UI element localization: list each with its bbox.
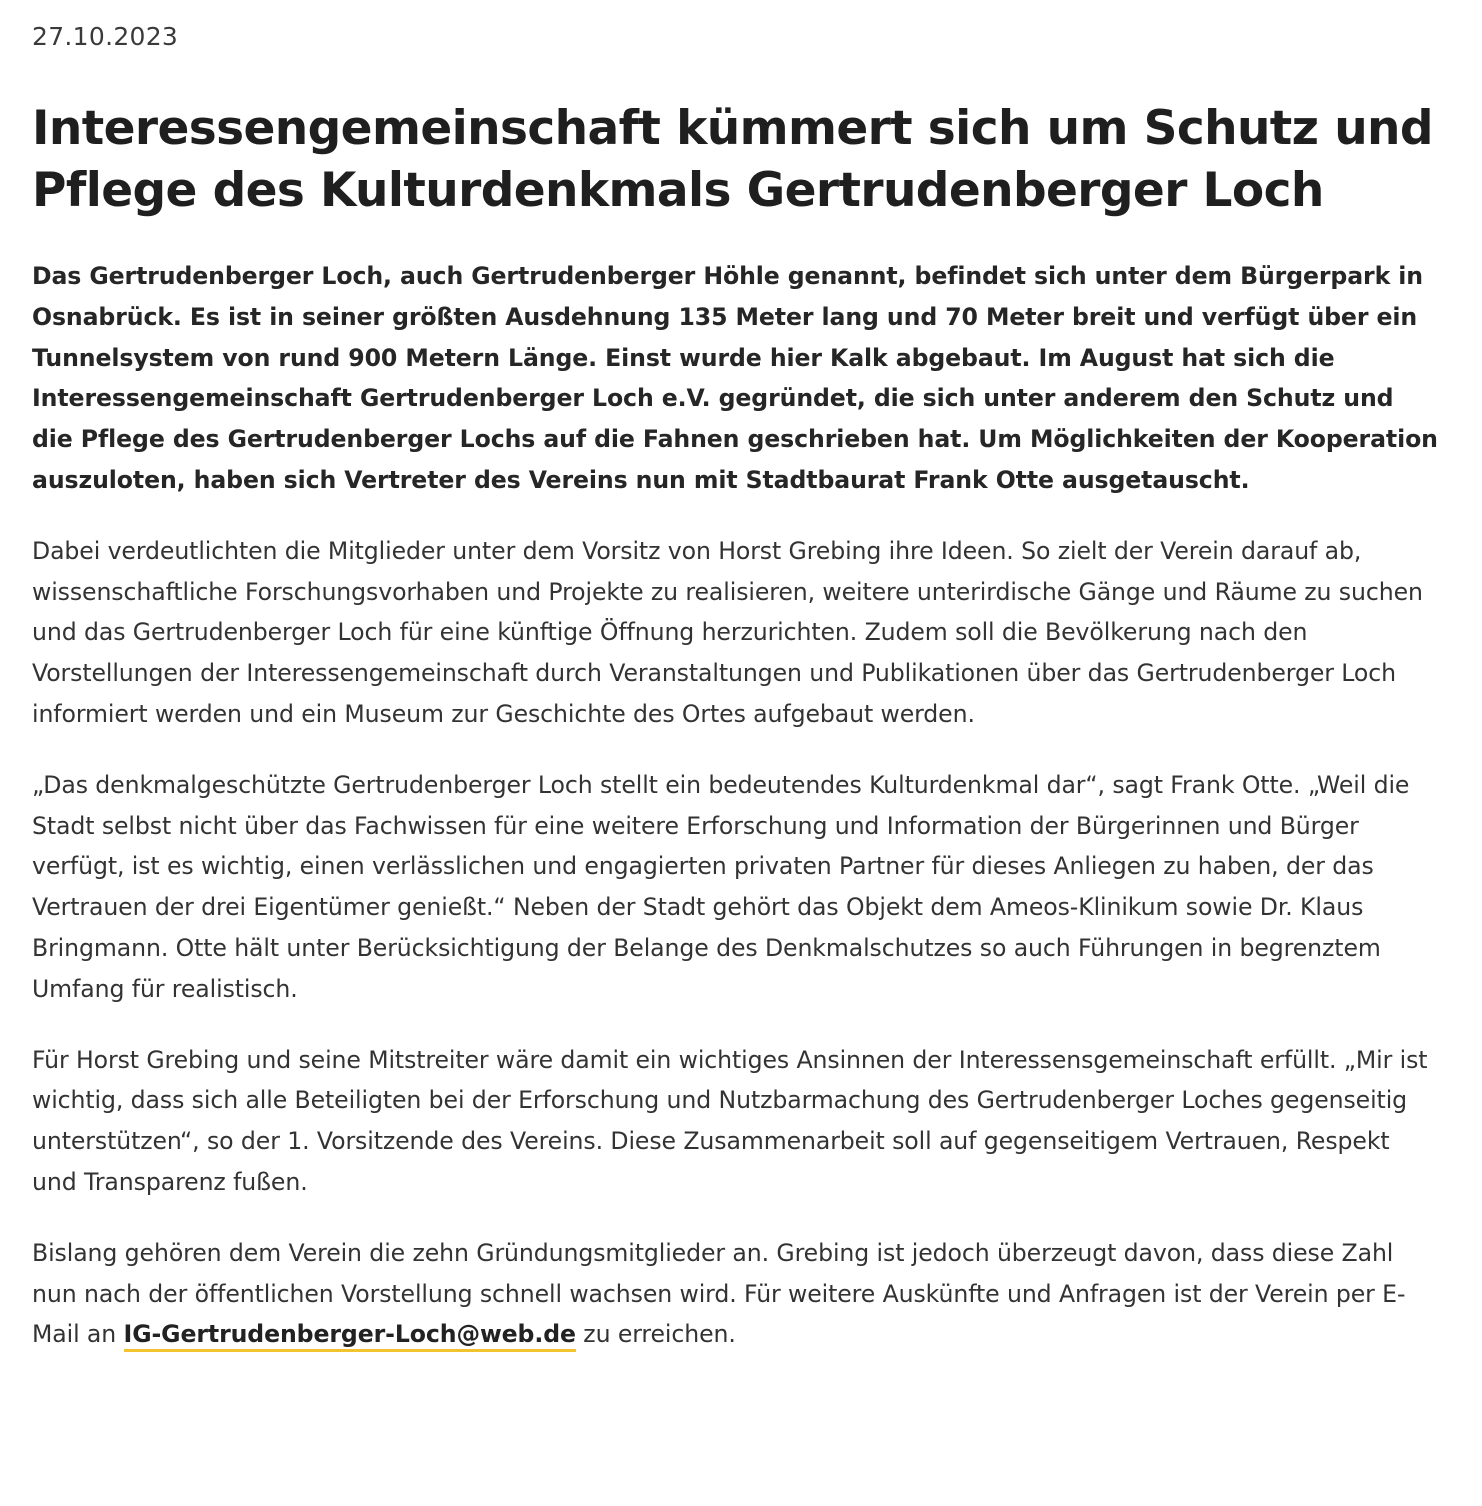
- article-lead: Das Gertrudenberger Loch, auch Gertrudenberger Höhle genannt, befindet sich unter dem Bürgerpark in Osnabrück. Es ist in seiner größten Ausdehnung 135 Meter lang und 70 Meter breit und verfügt über ein Tunnelsystem von rund 900 Metern Länge. Einst wurde hier Kalk abgebaut. Im August hat sich die Interessengemeinschaft Gertrudenberger Loch e.V. gegründet, die sich unter anderem den Schutz und die Pflege des Gertrudenberger Lochs auf die Fahnen geschrieben hat. Um Möglichkeiten der Kooperation auszuloten, haben sich Vertreter des Vereins nun mit Stadtbaurat Frank Otte ausgetauscht.: [32, 262, 1438, 494]
- article-paragraph: „Das denkmalgeschützte Gertrudenberger Loch stellt ein bedeutendes Kulturdenkmal dar“, sagt Frank Otte. „Weil die Stadt selbst nicht über das Fachwissen für eine weitere Erforschung und Information der Bürgerinnen und Bürger verfügt, ist es wichtig, einen verlässlichen und engagierten privaten Partner für dieses Anliegen zu haben, der das Vertrauen der drei Eigentümer genießt.“ Neben der Stadt gehört das Objekt dem Ameos-Klinikum sowie Dr. Klaus Bringmann. Otte hält unter Berücksichtigung der Belange des Denkmalschutzes so auch Führungen in begrenztem Umfang für realistisch.: [32, 770, 1410, 1003]
- article-headline: Interessengemeinschaft kümmert sich um Schutz und Pflege des Kulturdenkmals Gertrudenberger Loch: [32, 101, 1433, 218]
- article-paragraph: Für Horst Grebing und seine Mitstreiter wäre damit ein wichtiges Ansinnen der Interessensgemeinschaft erfüllt. „Mir ist wichtig, dass sich alle Beteiligten bei der Erforschung und Nutzbarmachung des Gertrudenberger Loches gegenseitig unterstützen“, so der 1. Vorsitzende des Vereins. Diese Zusammenarbeit soll auf gegenseitigem Vertrauen, Respekt und Transparenz fußen.: [32, 1045, 1428, 1196]
- email-link[interactable]: IG-Gertrudenberger-Loch@web.de: [124, 1320, 576, 1352]
- closing-text-before: Bislang gehören dem Verein die zehn Gründungsmitglieder an. Grebing ist jedoch überzeugt davon, dass diese Zahl nun nach der öffentlichen Vorstellung schnell wachsen wird. Für weitere Auskünfte und Anfragen ist der Verein per E-Mail an: [32, 1238, 1406, 1349]
- article-paragraph: Dabei verdeutlichten die Mitglieder unter dem Vorsitz von Horst Grebing ihre Ideen. So zielt der Verein darauf ab, wissenschaftliche Forschungsvorhaben und Projekte zu realisieren, weitere unterirdische Gänge und Räume zu suchen und das Gertrudenberger Loch für eine künftige Öffnung herzurichten. Zudem soll die Bevölkerung nach den Vorstellungen der Interessengemeinschaft durch Veranstaltungen und Publikationen über das Gertrudenberger Loch informiert werden und ein Museum zur Geschichte des Ortes aufgebaut werden.: [32, 536, 1423, 728]
- article-closing-paragraph: [32, 1233, 1438, 1355]
- closing-text-after: zu erreichen.: [575, 1320, 736, 1349]
- article-date: 27.10.2023: [32, 22, 179, 51]
